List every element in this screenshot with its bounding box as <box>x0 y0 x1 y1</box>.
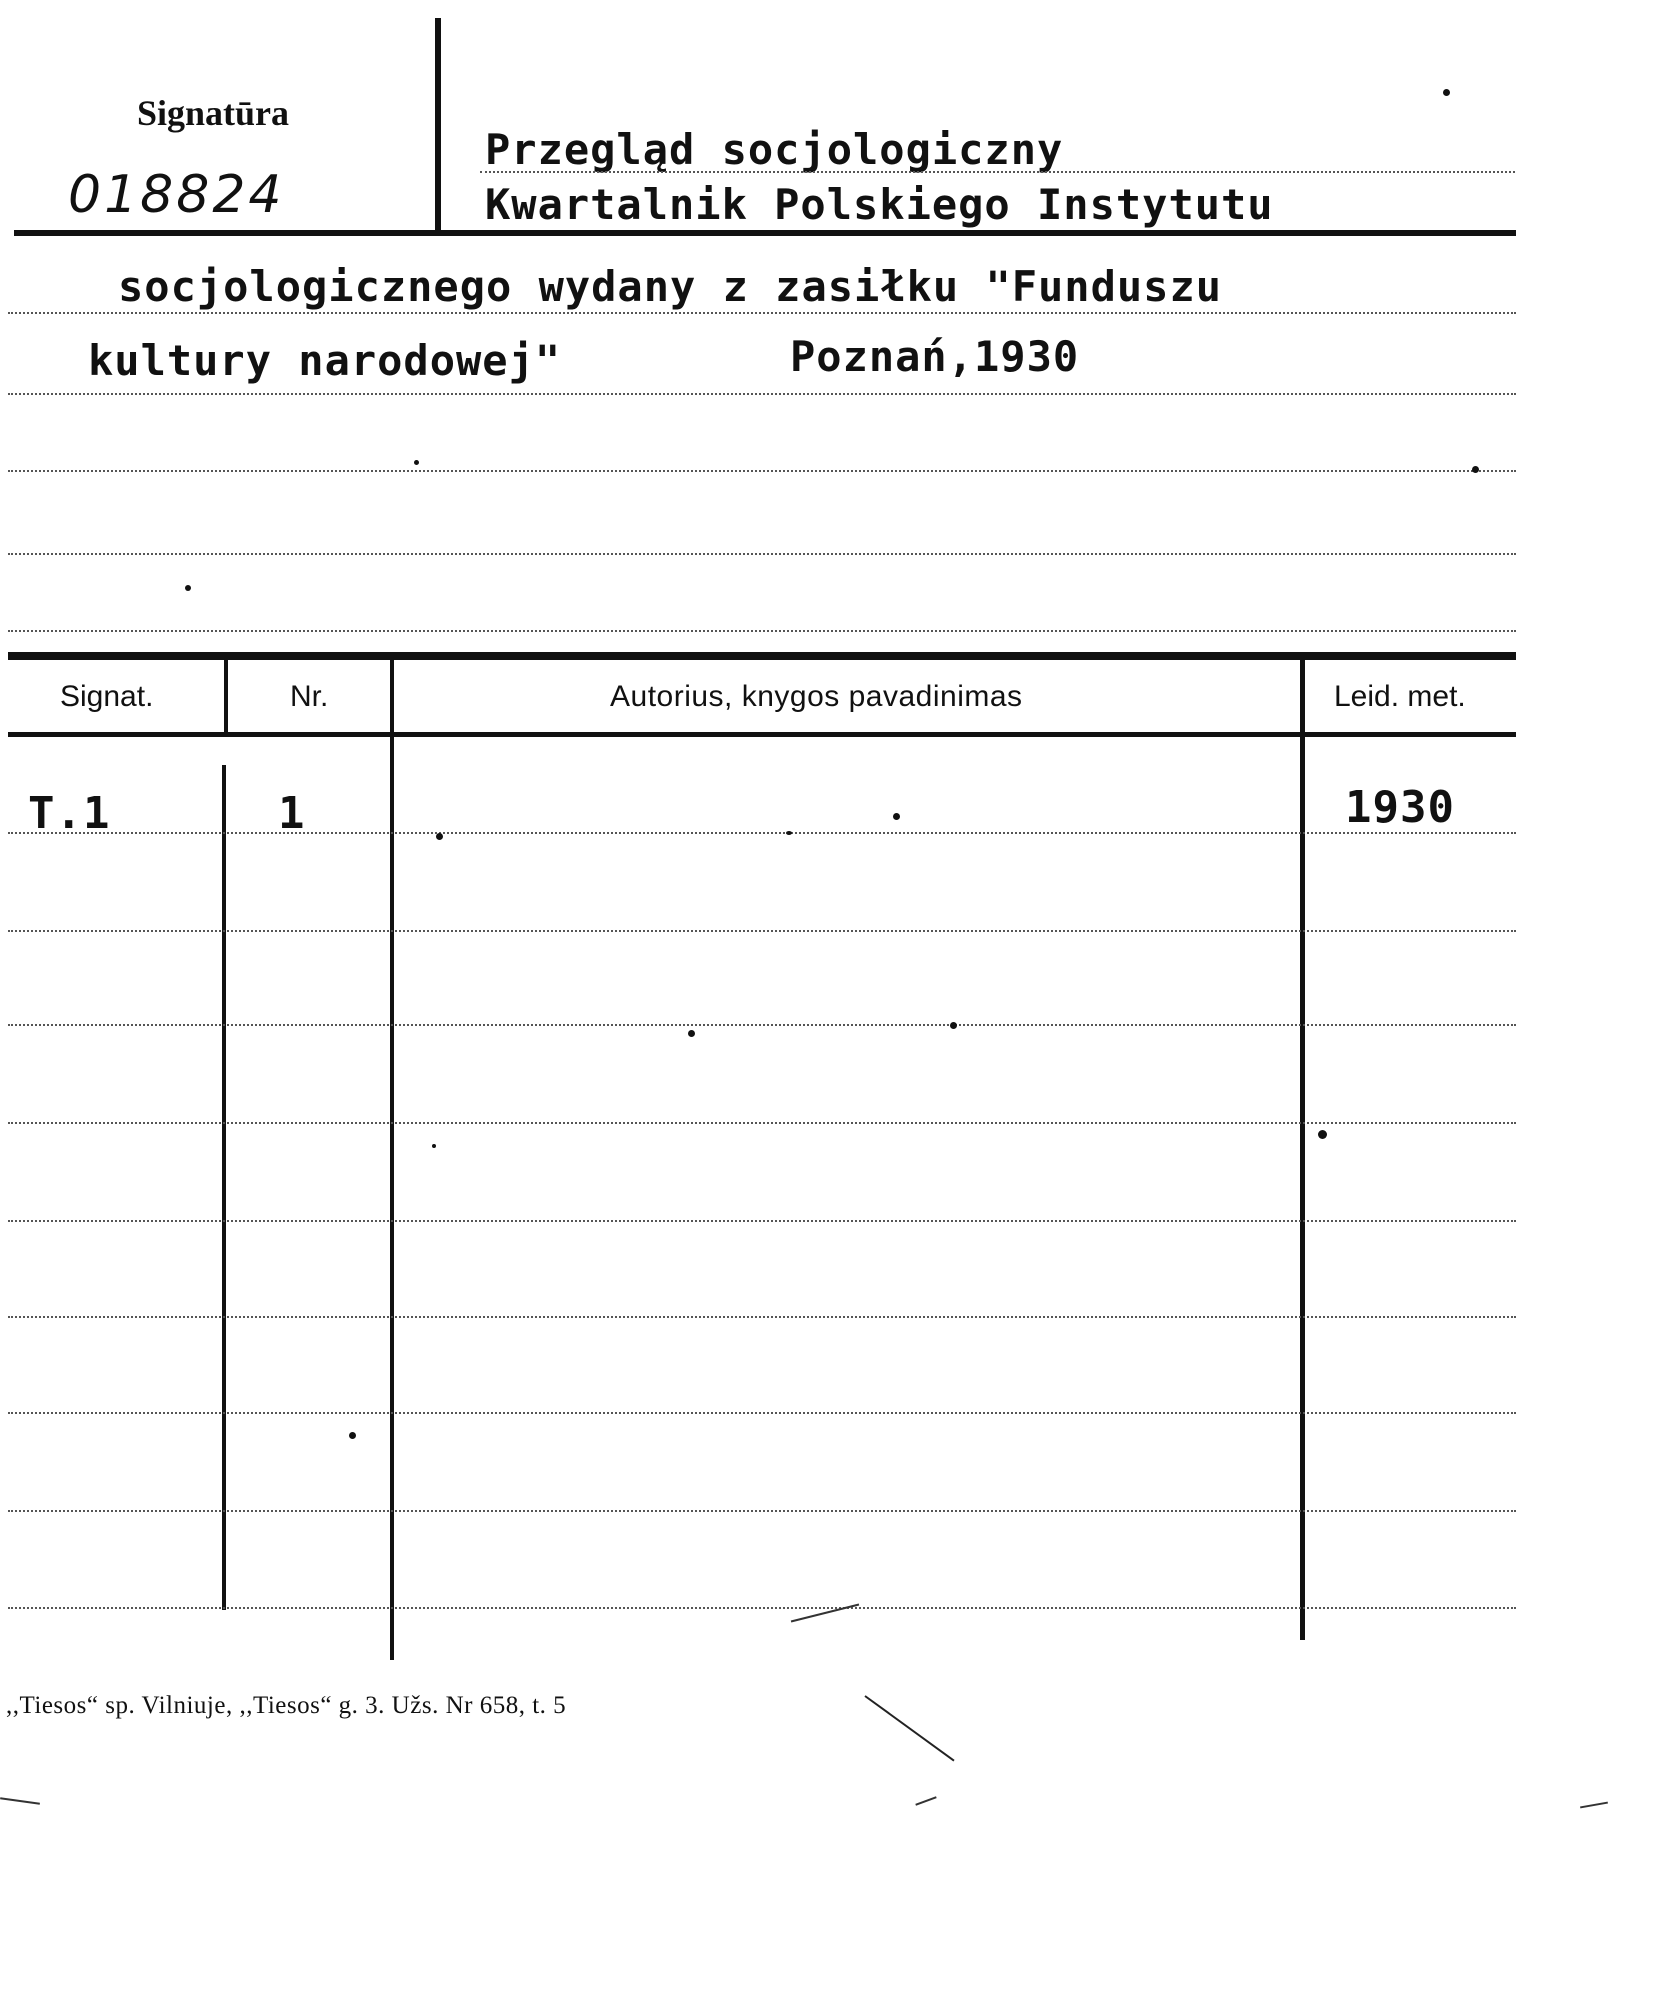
title-line-3: socjologicznego wydany z zasiłku "Funduszu <box>118 262 1223 311</box>
table-header-rule <box>8 732 1516 737</box>
column-header-nr: Nr. <box>290 680 329 713</box>
blank-rule-3 <box>8 630 1516 632</box>
col-line-1-head <box>224 660 228 737</box>
row-1-year: 1930 <box>1345 782 1455 833</box>
row-1-signat: T.1 <box>28 788 111 839</box>
title-line-1: Przegląd socjologiczny <box>485 125 1064 174</box>
column-header-year: Leid. met. <box>1334 680 1466 713</box>
col-line-1 <box>222 765 226 1610</box>
signatura-number: 018824 <box>68 165 285 225</box>
blank-rule-2 <box>8 553 1516 555</box>
title-rule-1 <box>480 171 1515 173</box>
title-line-4: kultury narodowej" <box>88 336 562 385</box>
column-header-title: Autorius, knygos pavadinimas <box>610 680 1023 713</box>
title-rule-3 <box>8 312 1516 314</box>
col-line-3 <box>1300 660 1305 1640</box>
table-top-rule <box>8 652 1516 660</box>
header-divider <box>435 18 441 230</box>
blank-rule-1 <box>8 470 1516 472</box>
title-place-year: Poznań,1930 <box>790 332 1080 381</box>
column-header-signat: Signat. <box>60 680 154 713</box>
row-1-nr: 1 <box>278 788 306 839</box>
signatura-label: Signatūra <box>137 93 290 133</box>
title-line-2: Kwartalnik Polskiego Instytutu <box>485 180 1274 229</box>
header-bottom-rule <box>14 230 1516 236</box>
printer-footer: ,,Tiesos“ sp. Vilniuje, ,,Tiesos“ g. 3. Užs. Nr 658, t. 5 <box>6 1692 567 1719</box>
title-rule-4 <box>8 393 1516 395</box>
